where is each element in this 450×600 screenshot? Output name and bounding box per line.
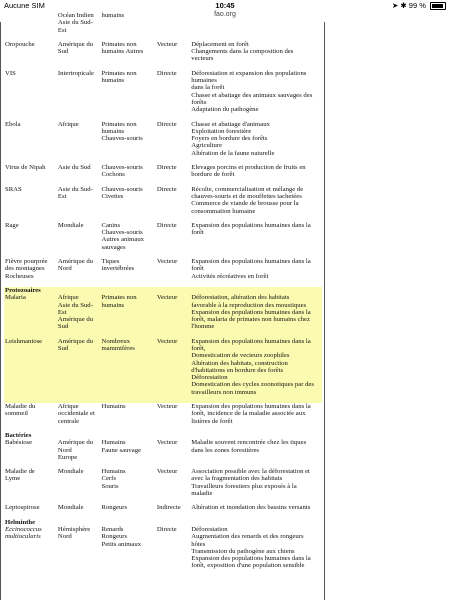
cell-text: Expansion des populations humaines dans la [191, 258, 311, 266]
cell-text: Chauves-souris [101, 229, 143, 237]
cell-text: Expansion des populations humaines dans la [191, 337, 311, 345]
cell-text: Sud [57, 48, 69, 56]
table-cell [156, 12, 190, 41]
cell-text: Mondiale [57, 468, 84, 476]
cell-text: bordure de forêt [191, 171, 235, 179]
cell-text: forêt, exposition d'une population sensible [191, 562, 305, 570]
cell-text: Changements dans la composition des [191, 48, 294, 56]
cell-text: Est [57, 26, 67, 34]
cell-text: Virus de Nipah [5, 164, 46, 172]
table-cell [57, 164, 101, 186]
table-cell [190, 468, 322, 504]
cell-text: Chauves-souris [101, 185, 143, 193]
table-cell [57, 258, 101, 287]
cell-text: d'habitations en bordure des forêts [191, 366, 284, 374]
cell-text: Fièvre pourprée [5, 258, 48, 266]
table-cell [100, 41, 155, 70]
cell-text: Humains [101, 403, 126, 411]
cell-text: sauvages [101, 243, 126, 251]
table-cell [4, 70, 57, 121]
cell-text: Exploitation forestière [191, 127, 252, 135]
cell-text: Domestication de vecteurs zoophiles [191, 352, 290, 360]
cell-text: Altération de la faune naturelle [191, 149, 275, 157]
cell-text: Directe [156, 185, 177, 193]
cell-text: occidentale et [57, 410, 95, 418]
cell-text: Leishmaniose [5, 337, 43, 345]
cell-text: Oropouche [5, 40, 35, 48]
table-cell [57, 294, 101, 337]
table-cell [156, 164, 190, 186]
cell-text: Faune sauvage [101, 446, 142, 454]
cell-text: Directe [156, 164, 177, 172]
cell-text: Nombreux [101, 337, 131, 345]
table-cell [100, 186, 155, 222]
table-cell [4, 222, 57, 258]
cell-text: Eccinococcus [5, 525, 42, 533]
cell-text: Canins [101, 221, 121, 229]
cell-text: avec la fragmentation des habitats [191, 475, 283, 483]
cell-text: Tiques [101, 258, 120, 266]
cell-text: Maladie souvent rencontrée chez les tiques [191, 439, 307, 447]
cell-text: des montagnes [5, 265, 45, 273]
table-cell [100, 70, 155, 121]
cell-text: Amérique du [57, 337, 94, 345]
cell-text: Mondiale [57, 221, 84, 229]
battery-status [392, 1, 446, 10]
cell-text: forêt [191, 265, 204, 273]
table-cell [156, 222, 190, 258]
table-cell [190, 164, 322, 186]
cell-text: Expansion des populations humaines dans la [191, 308, 311, 316]
table-cell [156, 121, 190, 164]
cell-text: Amérique du [57, 316, 94, 324]
cell-text: Déplacement en forêt [191, 40, 249, 48]
cell-text: Augmentation des renards et des rongeurs [191, 533, 304, 541]
cell-text: Travailleurs forestiers plus exposés à la [191, 482, 297, 490]
table-cell [57, 70, 101, 121]
cell-text: Nord [57, 446, 72, 454]
cell-text: Humains [101, 439, 126, 447]
cell-text: Activités récréatives en forêt [191, 272, 269, 280]
table-cell [57, 439, 101, 468]
table-row [4, 294, 322, 337]
table-row [4, 121, 322, 164]
cell-text: Renards [101, 525, 124, 533]
cell-text: Nord [57, 533, 72, 541]
table-cell [4, 186, 57, 222]
cell-text: Directe [156, 120, 177, 128]
cell-text: Petits animaux [101, 540, 142, 548]
cell-text: sommeil [5, 410, 29, 418]
cell-text: Expansion des populations humaines dans la [191, 403, 311, 411]
cell-text: Rocheuses [5, 272, 34, 280]
cell-text: Rage [5, 221, 19, 229]
cell-text: Déforestation et expansion des populations [191, 69, 307, 77]
table-cell [190, 70, 322, 121]
table-cell [156, 41, 190, 70]
table-cell [156, 70, 190, 121]
table-cell [100, 468, 155, 504]
table-row [4, 41, 322, 70]
table-row [4, 504, 322, 518]
zoonoses-table [4, 12, 322, 577]
table-row [4, 258, 322, 287]
table-cell [156, 439, 190, 468]
cell-text: Sud [57, 323, 69, 331]
cell-text: Humains [101, 468, 126, 476]
cell-text: Primates non [101, 40, 137, 48]
table-cell [57, 468, 101, 504]
cell-text: Association possible avec la déforestation et [191, 468, 310, 476]
table-cell [4, 258, 57, 287]
cell-text: Intertropicale [57, 69, 94, 77]
table-cell [190, 439, 322, 468]
cell-text: invertébrées [101, 265, 135, 273]
cell-text: humains Autres [101, 48, 144, 56]
table-cell [100, 12, 155, 41]
table-cell [190, 121, 322, 164]
table-cell [4, 164, 57, 186]
cell-text: Expansion des populations humaines dans la [191, 221, 311, 229]
cell-text: humaines [191, 77, 217, 85]
table-row [4, 70, 322, 121]
cell-text: l'homme [191, 323, 215, 331]
cell-text: Asie du Sud- [57, 301, 93, 309]
cell-text: Amérique du [57, 258, 94, 266]
cell-text: humains [101, 12, 125, 19]
cell-text: Vecteur [156, 439, 178, 447]
cell-text: Altération et inondation des bassins versants [191, 504, 311, 512]
table-cell [100, 504, 155, 518]
table-cell [190, 186, 322, 222]
cell-text: Afrique [57, 403, 79, 411]
cell-text: Déforestation [191, 374, 228, 382]
cell-text: forêts [191, 98, 207, 106]
table-cell [4, 338, 57, 403]
cell-text: Récolte, commercialisation et mélange de [191, 185, 304, 193]
table-cell [57, 186, 101, 222]
table-cell [100, 121, 155, 164]
cell-text: Leptospirose [5, 504, 40, 512]
cell-text: Chauves-souris [101, 135, 143, 143]
table-cell [57, 338, 101, 403]
table-cell [100, 294, 155, 337]
cell-text: Mondiale [57, 504, 84, 512]
cell-text: consommation humaine [191, 207, 256, 215]
cell-text: forêt, [191, 344, 206, 352]
table-cell [156, 338, 190, 403]
cell-text: Vecteur [156, 468, 178, 476]
cell-text: Rongeurs [101, 533, 128, 541]
battery-icon [430, 2, 446, 10]
section-header [4, 432, 322, 439]
cell-text: Asie du Sud- [57, 185, 93, 193]
cell-text: Vecteur [156, 258, 178, 266]
cell-text: Babésiose [5, 439, 33, 447]
cell-text: Est [57, 308, 67, 316]
cell-text: Souris [101, 482, 119, 490]
table-cell [190, 41, 322, 70]
table-cell [4, 41, 57, 70]
table-cell [156, 403, 190, 432]
table-cell [4, 403, 57, 432]
cell-text: Déforestation, altération des habitats [191, 294, 290, 302]
cell-text: Vecteur [156, 337, 178, 345]
table-cell [4, 504, 57, 518]
cell-text: travailleurs non immuns [191, 388, 257, 396]
table-row [4, 526, 322, 577]
cell-text: Cerfs [101, 475, 116, 483]
table-cell [4, 121, 57, 164]
cell-text: SRAS [5, 185, 22, 193]
table-cell [57, 403, 101, 432]
cell-text: Hémisphère [57, 525, 91, 533]
cell-text: Chasse et abattage des animaux sauvages des [191, 91, 313, 99]
table-cell [190, 526, 322, 577]
cell-text: Expansion des populations humaines dans la [191, 555, 311, 563]
table-cell [190, 338, 322, 403]
cell-text: Domestication des cycles zoonotiques par des [191, 381, 315, 389]
cell-text: centrale [57, 417, 80, 425]
table-cell [57, 504, 101, 518]
table-row [4, 468, 322, 504]
section-header [4, 287, 322, 294]
cell-text: Civettes [101, 192, 124, 200]
cell-text: Asie du Sud [57, 164, 91, 172]
cell-text: Primates non [101, 120, 137, 128]
table-cell [156, 258, 190, 287]
cell-text: Maladie du [5, 403, 36, 411]
cell-text: Indirecte [156, 504, 181, 512]
cell-text: humains [101, 127, 125, 135]
cell-text: hôtes [191, 540, 206, 548]
table-row [4, 186, 322, 222]
cell-text: Maladie de [5, 468, 35, 476]
cell-text: vecteurs [191, 55, 214, 63]
table-row [4, 222, 322, 258]
cell-text: mammifères [101, 344, 135, 352]
table-row [4, 12, 322, 41]
cell-text: Amérique du [57, 40, 94, 48]
table-cell [156, 526, 190, 577]
page-border-right [324, 22, 325, 600]
cell-text: Primates non [101, 294, 137, 302]
section-label: Helminthe [5, 518, 36, 526]
cell-text: Directe [156, 221, 177, 229]
bluetooth-icon: ✱ [400, 1, 407, 10]
cell-text: Amérique du [57, 439, 94, 447]
cell-text: Autres animaux [101, 236, 145, 244]
table-cell [190, 12, 322, 41]
table-cell [4, 526, 57, 577]
table-cell [100, 338, 155, 403]
table-row [4, 338, 322, 403]
cell-text: Nord [57, 265, 72, 273]
table-cell [190, 294, 322, 337]
table-cell [100, 439, 155, 468]
cell-text: humains [101, 77, 125, 85]
cell-text: maladie [191, 490, 213, 498]
cell-text: Asie du Sud- [57, 19, 93, 27]
table-cell [57, 12, 101, 41]
cell-text: Altération des habitats, construction [191, 359, 288, 367]
table-cell [57, 222, 101, 258]
cell-text: favorable à la reproduction des moustiques [191, 301, 307, 309]
table-cell [4, 439, 57, 468]
table-cell [190, 504, 322, 518]
clock: 10:45 [215, 1, 235, 10]
table-cell [190, 403, 322, 432]
cell-text: Elevages porcins et production de fruits en [191, 164, 306, 172]
table-row [4, 403, 322, 432]
table-cell [156, 468, 190, 504]
cell-text: Vecteur [156, 403, 178, 411]
table-cell [190, 258, 322, 287]
cell-text: Afrique [57, 120, 79, 128]
table-cell [100, 526, 155, 577]
cell-text: Rongeurs [101, 504, 128, 512]
table-cell [100, 222, 155, 258]
cell-text: Chauves-souris [101, 164, 143, 172]
cell-text: Agriculture [191, 142, 223, 150]
cell-text: Directe [156, 525, 177, 533]
table-cell [156, 294, 190, 337]
section-header [4, 519, 322, 526]
cell-text: lisières de forêt [191, 417, 233, 425]
table-cell [100, 164, 155, 186]
cell-text: Transmission du pathogène aux chiens [191, 547, 295, 555]
cell-text: Cochons [101, 171, 125, 179]
cell-text: Océan Indien [57, 12, 94, 19]
cell-text: Ebola [5, 120, 21, 128]
cell-text: dans les zones forestières [191, 446, 260, 454]
cell-text: Chasse et abattage d'animaux [191, 120, 270, 128]
page-border-left [0, 22, 1, 600]
table-cell [4, 468, 57, 504]
location-icon: ➤ [392, 1, 399, 10]
cell-text: forêt, incidence de la maladie associée aux [191, 410, 306, 418]
cell-text: humains [101, 301, 125, 309]
table-cell [156, 186, 190, 222]
cell-text: VIS [5, 69, 16, 77]
cell-text: Foyers en bordure des forêts [191, 135, 268, 143]
cell-text: chauves-souris et de mouffettes tachetées [191, 192, 302, 200]
cell-text: Europe [57, 453, 78, 461]
table-row [4, 439, 322, 468]
cell-text: Sud [57, 344, 69, 352]
table-cell [57, 121, 101, 164]
cell-text: Est [57, 192, 67, 200]
cell-text: Directe [156, 69, 177, 77]
cell-text: Commerce de viande de brousse pour la [191, 200, 299, 208]
url-bar[interactable]: fao.org [214, 11, 236, 18]
cell-text: Afrique [57, 294, 79, 302]
table-cell [4, 12, 57, 41]
battery-percent: 99 % [408, 1, 426, 10]
table-cell [100, 258, 155, 287]
cell-text: multiocularis [5, 533, 41, 541]
table-cell [100, 403, 155, 432]
cell-text: Lyme [5, 475, 21, 483]
table-cell [156, 504, 190, 518]
table-cell [57, 526, 101, 577]
table-cell [4, 294, 57, 337]
carrier-label: Aucune SIM [4, 1, 45, 10]
section-label: Bactéries [5, 431, 32, 439]
table-cell [190, 222, 322, 258]
cell-text: Déforestation [191, 525, 228, 533]
cell-text: dans la forêt [191, 84, 225, 92]
table-row [4, 164, 322, 186]
cell-text: Primates non [101, 69, 137, 77]
cell-text: Vecteur [156, 40, 178, 48]
section-label: Protozoaires [4, 287, 322, 294]
cell-text: Vecteur [156, 294, 178, 302]
cell-text: Malaria [5, 294, 26, 302]
cell-text: Adaptation du pathogène [191, 106, 259, 114]
table-cell [57, 41, 101, 70]
cell-text: forêt [191, 229, 204, 237]
cell-text: forêt, malaria de primates non humains chez [191, 316, 310, 324]
